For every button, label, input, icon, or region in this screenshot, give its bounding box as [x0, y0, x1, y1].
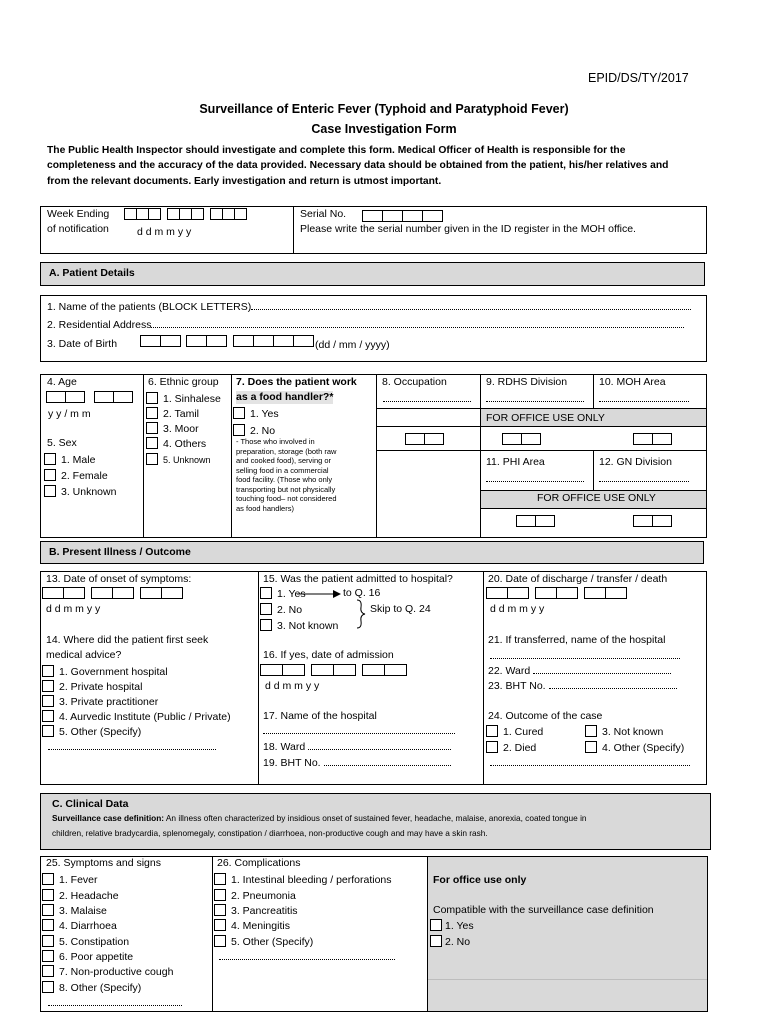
transfer-bht-field[interactable]	[488, 680, 677, 693]
brace-icon	[356, 599, 366, 629]
symptom-diarrhoea-checkbox[interactable]	[42, 919, 54, 931]
outcome-cured-checkbox[interactable]	[486, 725, 498, 737]
intro-line-2: completeness and the accuracy of the data provided. Necessary data should be obtained from the patient, his/her relatives and	[47, 160, 669, 171]
form-subtitle: Case Investigation Form	[311, 122, 457, 136]
moh-area-field[interactable]	[599, 393, 689, 405]
transfer-bht-label: 23. BHT No.	[488, 680, 546, 692]
symptom-other-checkbox[interactable]	[42, 981, 54, 993]
rdhs-division-field[interactable]	[486, 393, 584, 405]
symptom-diarrhoea-option[interactable]: 4. Diarrhoea	[42, 919, 117, 933]
admitted-no-option[interactable]: 2. No	[260, 603, 302, 617]
address-label: 2. Residential Address	[47, 319, 152, 331]
transfer-ward-field[interactable]	[488, 665, 671, 678]
ward-label: 18. Ward	[263, 741, 306, 753]
admitted-label: 15. Was the patient admitted to hospital?	[263, 573, 453, 585]
outcome-unknown-option[interactable]: 3. Not known	[585, 725, 663, 739]
ethnic-unknown-checkbox[interactable]	[146, 453, 158, 465]
complication-other-checkbox[interactable]	[214, 935, 226, 947]
case-definition-line-1: Surveillance case definition: An illness often characterized by insidious onset of sustained fever, headache, malaise, anorexia, coated tongue in	[52, 813, 587, 823]
symptom-headache-option[interactable]: 2. Headache	[42, 889, 119, 903]
complication-pancreatitis-option[interactable]: 3. Pancreatitis	[214, 904, 298, 918]
admission-date-label: 16. If yes, date of admission	[263, 649, 394, 661]
ethnic-group-label: 6. Ethnic group	[148, 376, 219, 388]
complication-bleeding-option[interactable]: 1. Intestinal bleeding / perforations	[214, 873, 392, 887]
advice-other-specify[interactable]	[48, 741, 216, 753]
symptom-cough-option[interactable]: 7. Non-productive cough	[42, 965, 173, 979]
sex-unknown-option[interactable]: 3. Unknown	[44, 485, 116, 499]
food-handler-question: 7. Does the patient work	[236, 376, 357, 388]
advice-govt-option[interactable]: 1. Government hospital	[42, 665, 168, 679]
office-use-label-1: FOR OFFICE USE ONLY	[486, 412, 605, 424]
serial-no-note: Please write the serial number given in the ID register in the MOH office.	[300, 223, 636, 235]
occupation-field[interactable]	[383, 393, 471, 405]
admitted-no-checkbox[interactable]	[260, 603, 272, 615]
symptom-constipation-option[interactable]: 5. Constipation	[42, 935, 129, 949]
complication-pneumonia-checkbox[interactable]	[214, 889, 226, 901]
food-handler-no-checkbox[interactable]	[233, 424, 245, 436]
bht-label: 19. BHT No.	[263, 757, 321, 769]
sex-female-option[interactable]: 2. Female	[44, 469, 108, 483]
complication-bleeding-checkbox[interactable]	[214, 873, 226, 885]
complication-meningitis-option[interactable]: 4. Meningitis	[214, 919, 290, 933]
moh-code-field[interactable]	[633, 433, 672, 445]
complications-label: 26. Complications	[217, 857, 301, 869]
notification-label: of notification	[47, 223, 109, 235]
first-advice-label-2: medical advice?	[46, 649, 122, 661]
outcome-other-option[interactable]: 4. Other (Specify)	[585, 741, 684, 755]
occupation-code-field[interactable]	[405, 433, 444, 445]
advice-govt-checkbox[interactable]	[42, 665, 54, 677]
moh-area-label: 10. MOH Area	[599, 376, 666, 388]
complication-pancreatitis-checkbox[interactable]	[214, 904, 226, 916]
onset-date-field[interactable]	[42, 587, 183, 599]
week-ending-date-field[interactable]	[124, 208, 247, 220]
transfer-hospital-label: 21. If transferred, name of the hospital	[488, 634, 666, 646]
week-ending-format: d d m m y y	[137, 226, 192, 238]
discharge-date-label: 20. Date of discharge / transfer / death	[488, 573, 668, 585]
symptoms-label: 25. Symptoms and signs	[46, 857, 161, 869]
form-title: Surveillance of Enteric Fever (Typhoid and Paratyphoid Fever)	[199, 102, 569, 116]
compatible-no-checkbox[interactable]	[430, 935, 442, 947]
first-advice-label: 14. Where did the patient first seek	[46, 634, 209, 646]
outcome-cured-option[interactable]: 1. Cured	[486, 725, 543, 739]
transfer-ward-label: 22. Ward	[488, 665, 531, 677]
age-field[interactable]	[46, 391, 133, 403]
onset-date-format: d d m m y y	[46, 603, 101, 615]
phi-area-label: 11. PHI Area	[486, 456, 545, 468]
advice-other-option[interactable]: 5. Other (Specify)	[42, 725, 141, 739]
complication-meningitis-checkbox[interactable]	[214, 919, 226, 931]
symptom-constipation-checkbox[interactable]	[42, 935, 54, 947]
advice-ayurvedic-checkbox[interactable]	[42, 710, 54, 722]
office-use-title: For office use only	[433, 874, 527, 886]
patient-name-label: 1. Name of the patients (BLOCK LETTERS)	[47, 301, 252, 313]
compatible-yes-checkbox[interactable]	[430, 919, 442, 931]
case-definition-line-2: children, relative bradycardia, splenomegaly, constipation / diarrhoea, non-productive cough and may have a skin rash.	[52, 828, 488, 838]
advice-other-checkbox[interactable]	[42, 725, 54, 737]
compatible-no-option[interactable]: 2. No	[430, 935, 470, 949]
case-definition-label: Surveillance case definition:	[52, 813, 165, 823]
complication-other-option[interactable]: 5. Other (Specify)	[214, 935, 313, 949]
symptom-malaise-checkbox[interactable]	[42, 904, 54, 916]
bht-field[interactable]	[263, 757, 451, 770]
serial-no-field[interactable]	[362, 210, 443, 222]
sex-male-option[interactable]: 1. Male	[44, 453, 95, 467]
ethnic-others-option[interactable]: 4. Others	[146, 437, 206, 451]
ethnic-sinhalese-option[interactable]: 1. Sinhalese	[146, 392, 221, 406]
gn-code-field[interactable]	[633, 515, 672, 527]
patient-name-field[interactable]	[47, 301, 691, 314]
outcome-died-option[interactable]: 2. Died	[486, 741, 536, 755]
advice-private-hospital-option[interactable]: 2. Private hospital	[42, 680, 142, 694]
section-a-title: A. Patient Details	[40, 262, 705, 286]
symptom-appetite-option[interactable]: 6. Poor appetite	[42, 950, 133, 964]
advice-private-practitioner-checkbox[interactable]	[42, 695, 54, 707]
document-code: EPID/DS/TY/2017	[588, 71, 689, 85]
dob-format: (dd / mm / yyyy)	[315, 339, 390, 351]
symptom-fever-option[interactable]: 1. Fever	[42, 873, 98, 887]
phi-area-field[interactable]	[486, 473, 584, 485]
section-b-title: B. Present Illness / Outcome	[40, 541, 704, 564]
sex-male-checkbox[interactable]	[44, 453, 56, 465]
symptom-appetite-checkbox[interactable]	[42, 950, 54, 962]
admitted-yes-skip: to Q. 16	[343, 587, 381, 599]
skip-to-24-label: Skip to Q. 24	[370, 603, 431, 615]
phi-code-field[interactable]	[516, 515, 555, 527]
outcome-died-checkbox[interactable]	[486, 741, 498, 753]
compatible-label: Compatible with the surveillance case definition	[433, 904, 654, 916]
complication-pneumonia-option[interactable]: 2. Pneumonia	[214, 889, 296, 903]
age-label: 4. Age	[47, 376, 77, 388]
symptom-headache-checkbox[interactable]	[42, 889, 54, 901]
intro-line-1: The Public Health Inspector should investigate and complete this form. Medical Officer of Health is responsible for the	[47, 145, 626, 156]
hospital-name-label: 17. Name of the hospital	[263, 710, 377, 722]
admitted-yes-option[interactable]: 1. Yes	[260, 587, 306, 601]
address-field[interactable]	[47, 319, 684, 332]
outcome-label: 24. Outcome of the case	[488, 710, 603, 722]
dob-field[interactable]	[140, 335, 314, 347]
advice-ayurvedic-option[interactable]: 4. Aurvedic Institute (Public / Private)	[42, 710, 231, 724]
hospital-name-field[interactable]	[263, 725, 455, 737]
section-c-title: C. Clinical Data	[52, 798, 129, 810]
ethnic-tamil-option[interactable]: 2. Tamil	[146, 407, 199, 421]
ethnic-unknown-option[interactable]: 5. Unknown	[146, 453, 211, 467]
admission-date-format: d d m m y y	[265, 680, 320, 692]
rdhs-code-field[interactable]	[502, 433, 541, 445]
complication-other-specify[interactable]	[219, 951, 395, 963]
ethnic-sinhalese-checkbox[interactable]	[146, 392, 158, 404]
rdhs-division-label: 9. RDHS Division	[486, 376, 568, 388]
ethnic-others-checkbox[interactable]	[146, 437, 158, 449]
symptom-other-specify[interactable]	[48, 997, 182, 1009]
outcome-other-checkbox[interactable]	[585, 741, 597, 753]
gn-division-field[interactable]	[599, 473, 689, 485]
age-units: y y / m m	[48, 408, 91, 420]
symptom-malaise-option[interactable]: 3. Malaise	[42, 904, 107, 918]
transfer-hospital-field[interactable]	[490, 650, 680, 662]
onset-date-label: 13. Date of onset of symptoms:	[46, 573, 192, 585]
outcome-unknown-checkbox[interactable]	[585, 725, 597, 737]
food-handler-no-option[interactable]: 2. No	[233, 424, 275, 438]
advice-private-hospital-checkbox[interactable]	[42, 680, 54, 692]
admission-date-field[interactable]	[260, 664, 407, 676]
discharge-date-field[interactable]	[486, 587, 627, 599]
outcome-other-specify[interactable]	[490, 757, 690, 769]
admitted-unknown-checkbox[interactable]	[260, 619, 272, 631]
advice-private-practitioner-option[interactable]: 3. Private practitioner	[42, 695, 158, 709]
gn-division-label: 12. GN Division	[599, 456, 672, 468]
food-handler-note: - Those who involved in preparation, storage (both raw and cooked food), serving or selling food in a commercial food facility. (Those who only transporting but not physically touching food– not considered as food handlers)	[236, 437, 337, 513]
admitted-yes-checkbox[interactable]	[260, 587, 272, 599]
dob-label: 3. Date of Birth	[47, 338, 118, 350]
ethnic-moor-option[interactable]: 3. Moor	[146, 422, 199, 436]
ward-field[interactable]	[263, 741, 451, 754]
food-handler-yes-option[interactable]: 1. Yes	[233, 407, 279, 421]
sex-female-checkbox[interactable]	[44, 469, 56, 481]
week-ending-label: Week Ending	[47, 208, 110, 220]
sex-label: 5. Sex	[47, 437, 77, 449]
discharge-date-format: d d m m y y	[490, 603, 545, 615]
food-handler-yes-checkbox[interactable]	[233, 407, 245, 419]
arrow-right-icon	[297, 590, 341, 598]
symptom-cough-checkbox[interactable]	[42, 965, 54, 977]
compatible-yes-option[interactable]: 1. Yes	[430, 919, 474, 933]
sex-unknown-checkbox[interactable]	[44, 485, 56, 497]
office-use-label-2: FOR OFFICE USE ONLY	[537, 492, 656, 504]
occupation-label: 8. Occupation	[382, 376, 447, 388]
symptom-other-option[interactable]: 8. Other (Specify)	[42, 981, 141, 995]
admitted-unknown-option[interactable]: 3. Not known	[260, 619, 338, 633]
symptom-fever-checkbox[interactable]	[42, 873, 54, 885]
serial-no-label: Serial No.	[300, 208, 347, 220]
ethnic-tamil-checkbox[interactable]	[146, 407, 158, 419]
ethnic-moor-checkbox[interactable]	[146, 422, 158, 434]
food-handler-question-2: as a food handler?*	[236, 391, 334, 403]
intro-line-3: from the relevant documents. Early investigation and return is utmost important.	[47, 176, 442, 187]
